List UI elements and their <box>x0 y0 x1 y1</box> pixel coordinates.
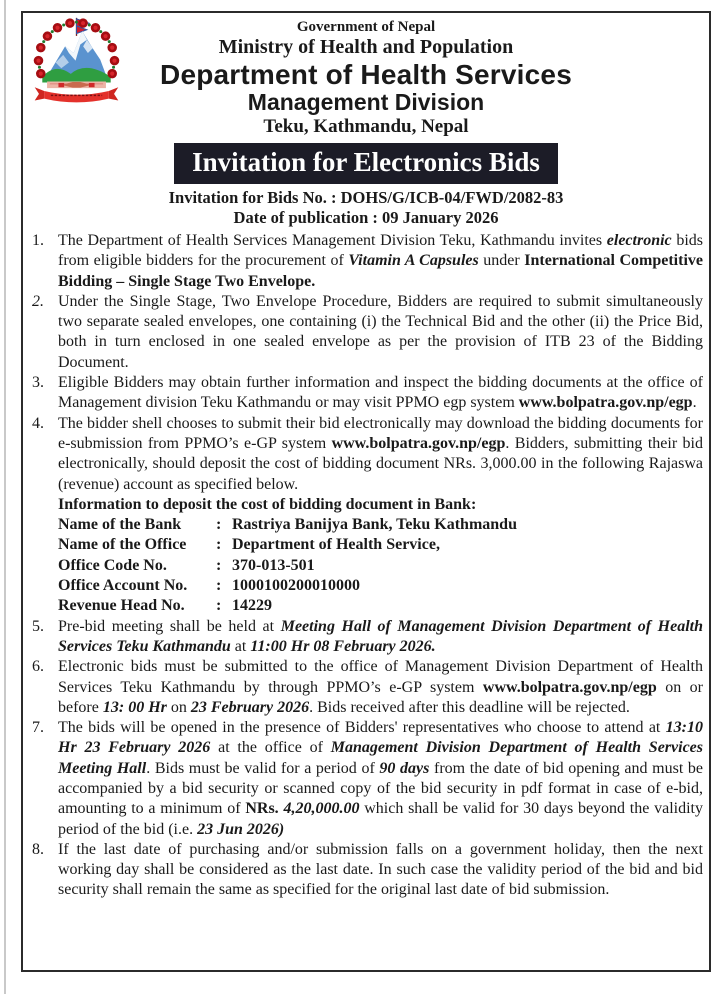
text-run: 13: 00 Hr <box>102 698 167 716</box>
notice-body <box>23 229 709 901</box>
item-number: 8. <box>32 840 44 858</box>
item-text <box>58 231 703 292</box>
text-run: on <box>166 698 191 716</box>
text-run: at the office of <box>210 739 331 757</box>
item-number: 6. <box>32 658 44 676</box>
nepal-emblem-logo <box>28 15 125 110</box>
text-run: Pre-bid meeting shall be held at <box>58 617 281 635</box>
bank-details <box>58 495 703 617</box>
bank-row-label: Office Code No. <box>58 556 167 574</box>
bank-row-label: Revenue Head No. <box>58 597 185 615</box>
bank-row-label: Name of the Office <box>58 536 187 554</box>
text-run: If the last date of purchasing and/or submission falls on a government holiday, then the next working day shall be considered as the last date. In such case the validity period of the bid and bid security shall remain the same as specified for the original last date of bid submission. <box>58 840 703 899</box>
text-run: The bidder shell chooses to submit their bid electronically may download the bidding documents for e-submission from PPMO’s e-GP system <box>58 414 703 452</box>
item-text <box>58 414 703 495</box>
text-run: 13:10 Hr 23 February 2026 <box>58 719 703 757</box>
text-run: Meeting Hall of Management Division Department of Health Services Teku Kathmandu <box>58 617 703 655</box>
list-item-4 <box>30 414 703 495</box>
list-item-8 <box>30 840 703 901</box>
bank-row-value: 14229 <box>232 597 272 615</box>
text-run: electronic <box>606 231 672 249</box>
bank-row-office-code <box>58 556 703 576</box>
text-run: Vitamin A Capsules <box>348 252 479 270</box>
bank-row-value: 370-013-501 <box>232 556 315 574</box>
list-item-5 <box>30 617 703 658</box>
bank-row-label: Name of the Bank <box>58 516 182 534</box>
text-run: Electronic bids must be submitted to the office of Management Division Department of Health Services Teku Kathmandu by through PPMO’s e-GP system <box>58 658 703 696</box>
text-run: Under the Single Stage, Two Envelope Procedure, Bidders are required to submit simultaneously two separate sealed envelopes, one containing (i) the Technical Bid and the other (ii) the Price Bid, both in turn enclosed in one sealed envelope as per the provision of ITB 23 of the Bidding Document. <box>58 292 703 371</box>
invitation-banner: Invitation for Electronics Bids <box>174 143 558 184</box>
bank-row-separator: : <box>216 577 222 595</box>
list-item-1 <box>30 231 703 292</box>
text-run: www.bolpatra.gov.np/egp <box>482 678 657 696</box>
bank-row-value: 1000100200010000 <box>232 577 360 595</box>
text-run: . Bids must be valid for a period of <box>146 759 380 777</box>
department-title: Department of Health Services <box>160 59 572 90</box>
bank-row-revenue-head <box>58 596 703 616</box>
bank-row-label: Office Account No. <box>58 577 188 595</box>
text-run: from the date of bid opening and must be accompanied by a bid security or scanned copy of the bid security in pdf format in case of e-bid, amounting to a minimum of <box>58 759 704 818</box>
text-run: 23 February 2026 <box>190 698 310 716</box>
text-run: 11:00 Hr 08 February 2026. <box>250 637 436 655</box>
bank-row-value: Rastriya Banijya Bank, Teku Kathmandu <box>232 516 517 534</box>
text-run: under <box>478 252 525 270</box>
item-number: 2. <box>32 292 44 310</box>
item-text <box>58 617 703 658</box>
text-run: . Bids received after this deadline will be rejected. <box>309 698 630 716</box>
bank-row-bank-name <box>58 515 703 535</box>
bank-indent-spacer <box>30 495 58 617</box>
bank-row-separator: : <box>216 536 222 554</box>
list-item-6 <box>30 657 703 718</box>
item-number: 4. <box>32 414 44 432</box>
banner-row <box>23 143 709 184</box>
bank-row-office-name <box>58 535 703 555</box>
text-run: 23 Jun 2026) <box>197 820 285 838</box>
text-run: www.bolpatra.gov.np/egp <box>331 434 506 452</box>
item-number: 7. <box>32 719 44 737</box>
text-run: NRs. <box>245 800 279 818</box>
item-number: 1. <box>32 231 44 249</box>
division-title: Management Division <box>247 89 485 116</box>
item-text <box>58 292 703 373</box>
item-text <box>58 840 703 901</box>
ministry-title: Ministry of Health and Population <box>218 36 514 58</box>
text-run: Management Division Department of Health Services Meeting Hall <box>58 739 704 777</box>
text-run: International Competitive Bidding – Single Stage Two Envelope. <box>58 252 703 290</box>
text-run: . <box>692 394 697 412</box>
bank-row-value: Department of Health Service, <box>232 536 440 554</box>
scan-artifact-line <box>4 0 6 994</box>
list-item-2 <box>30 292 703 373</box>
notice-header <box>23 13 709 229</box>
text-run: 4,20,000.00 <box>283 800 360 818</box>
text-run: The Department of Health Services Management Division Teku, Kathmandu invites <box>58 231 607 249</box>
bid-number-line: Invitation for Bids No. : DOHS/G/ICB-04/FWD/2082-83 <box>168 187 564 207</box>
list-item-3 <box>30 373 703 414</box>
item-text <box>58 718 703 840</box>
text-run: The bids will be opened in the presence of Bidders' representatives who choose to attend at <box>58 719 666 737</box>
text-run: . Bidders, submitting their bid electronically, should deposit the cost of bidding document NRs. 3,000.00 in the following Rajaswa (revenue) account as specified below. <box>58 434 703 493</box>
text-run: at <box>230 637 251 655</box>
text-run: Eligible Bidders may obtain further information and inspect the bidding documents at the office of Management division Teku Kathmandu or may visit PPMO egp system <box>58 374 703 412</box>
government-title: Government of Nepal <box>296 19 436 35</box>
item-text <box>58 657 703 718</box>
address-line: Teku, Kathmandu, Nepal <box>263 116 469 138</box>
text-run: bids from eligible bidders for the procurement of <box>58 231 704 270</box>
nepal-coat-of-arms-icon <box>28 15 125 110</box>
bank-row-account-no <box>58 576 703 596</box>
bank-heading: Information to deposit the cost of bidding document in Bank: <box>58 495 477 513</box>
item-text <box>58 373 703 414</box>
text-run: which shall be valid for 30 days beyond the validity period of the bid (i.e. <box>58 800 703 838</box>
publication-line: Date of publication : 09 January 2026 <box>233 208 499 228</box>
bank-row-separator: : <box>216 556 222 574</box>
text-run: www.bolpatra.gov.np/egp <box>518 394 693 412</box>
list-item-7 <box>30 718 703 840</box>
bank-row-separator: : <box>216 597 222 615</box>
bank-row-separator: : <box>216 516 222 534</box>
text-run: on or before <box>58 678 704 716</box>
bank-info-block <box>30 495 703 617</box>
item-number: 5. <box>32 617 44 635</box>
text-run: 90 days <box>379 759 430 777</box>
item-number: 3. <box>32 374 44 392</box>
notice-border-box <box>21 11 711 972</box>
